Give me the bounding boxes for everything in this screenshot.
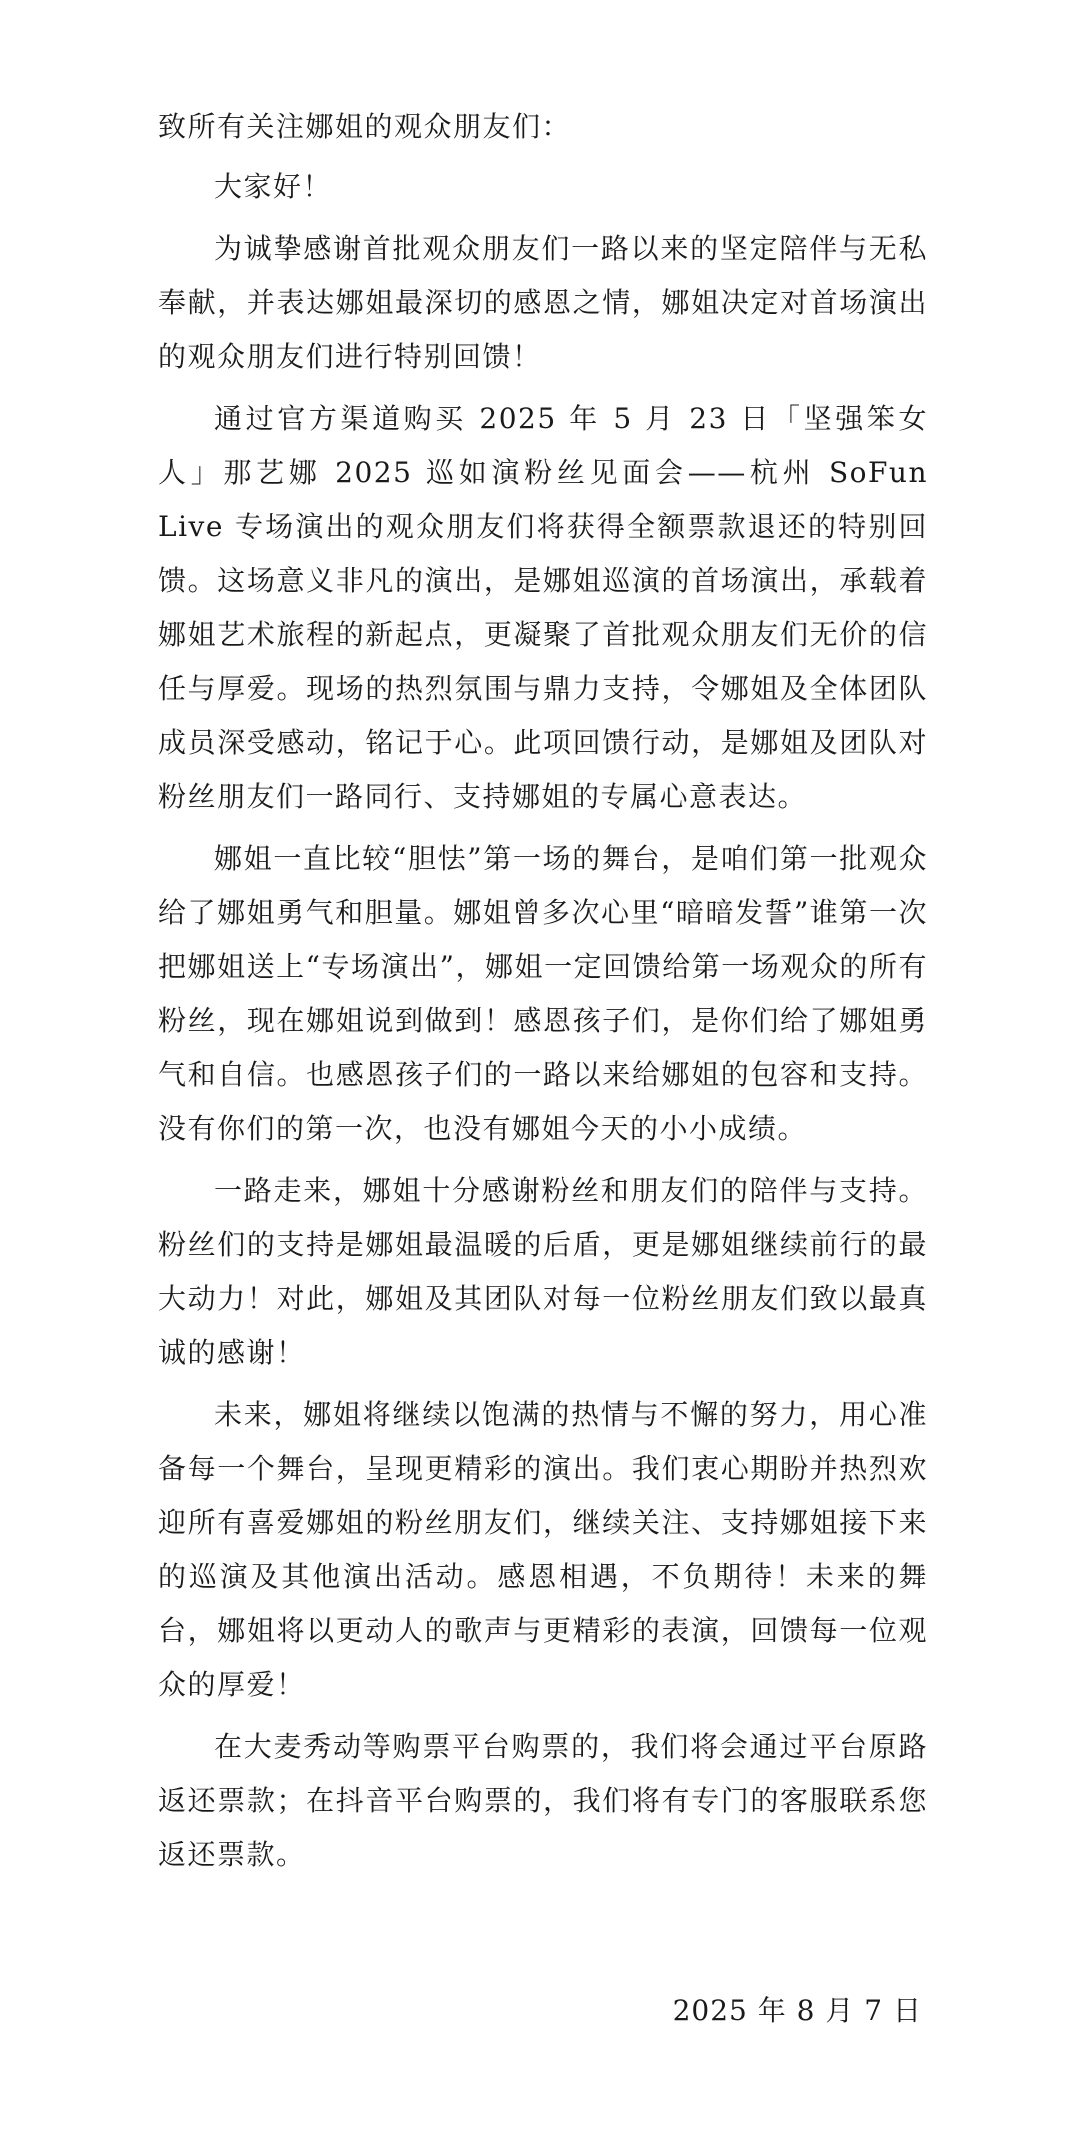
salutation: 致所有关注娜姐的观众朋友们： <box>158 110 572 143</box>
refund-announcement-paragraph: 通过官方渠道购买 2025 年 5 月 23 日「坚强笨女人」那艺娜 2025 巡如演粉丝见面会——杭州 SoFun Live 专场演出的观众朋友们将获得全额票款退还的特别回馈。这场意义非凡的演出，是娜姐巡演的首场演出，承载着娜姐艺术旅程的新起点，更凝聚了首批观众朋友们无价的信任与厚爱。现场的热烈氛围与鼎力支持，令娜姐及全体团队成员深受感动，铭记于心。此项回馈行动，是娜姐及团队对粉丝朋友们一路同行、支持娜姐的专属心意表达。 <box>158 402 928 813</box>
letter-body <box>158 100 928 1890</box>
future-paragraph: 未来，娜姐将继续以饱满的热情与不懈的努力，用心准备每一个舞台，呈现更精彩的演出。我们衷心期盼并热烈欢迎所有喜爱娜姐的粉丝朋友们，继续关注、支持娜姐接下来的巡演及其他演出活动。感恩相遇，不负期待！未来的舞台，娜姐将以更动人的歌声与更精彩的表演，回馈每一位观众的厚爱！ <box>158 1398 928 1701</box>
greeting-paragraph: 大家好！ <box>214 170 333 203</box>
letter-date: 2025 年 8 月 7 日 <box>672 1994 922 2027</box>
thanks-paragraph: 为诚挚感谢首批观众朋友们一路以来的坚定陪伴与无私奉献，并表达娜姐最深切的感恩之情，娜姐决定对首场演出的观众朋友们进行特别回馈！ <box>158 232 928 373</box>
first-show-paragraph: 娜姐一直比较“胆怯”第一场的舞台，是咱们第一批观众给了娜姐勇气和胆量。娜姐曾多次心里“暗暗发誓”谁第一次把娜姐送上“专场演出”，娜姐一定回馈给第一场观众的所有粉丝，现在娜姐说到做到！感恩孩子们，是你们给了娜姐勇气和自信。也感恩孩子们的一路以来给娜姐的包容和支持。没有你们的第一次，也没有娜姐今天的小小成绩。 <box>158 842 928 1145</box>
gratitude-paragraph: 一路走来，娜姐十分感谢粉丝和朋友们的陪伴与支持。粉丝们的支持是娜姐最温暖的后盾，更是娜姐继续前行的最大动力！对此，娜姐及其团队对每一位粉丝朋友们致以最真诚的感谢！ <box>158 1174 928 1369</box>
refund-method-paragraph: 在大麦秀动等购票平台购票的，我们将会通过平台原路返还票款；在抖音平台购票的，我们将有专门的客服联系您返还票款。 <box>158 1730 928 1871</box>
